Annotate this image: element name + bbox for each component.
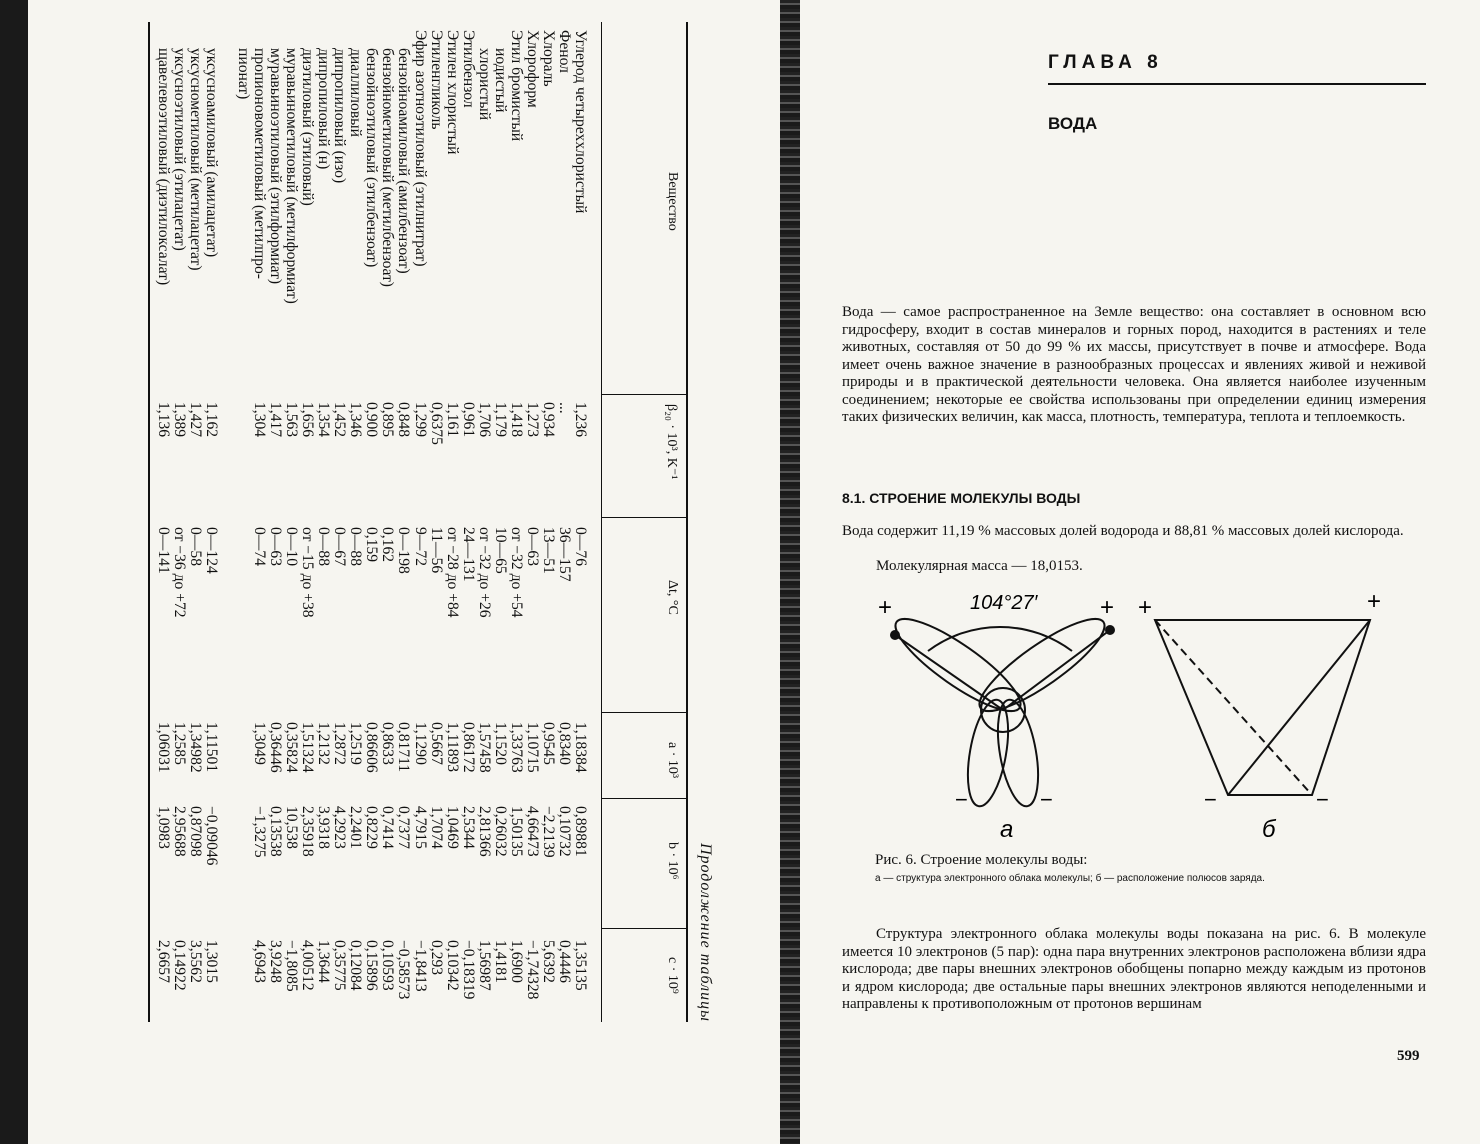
substance-cell: дипропиловый (изо) xyxy=(331,48,349,184)
delta-t-cell: 0—67 xyxy=(331,527,349,566)
table-row xyxy=(299,22,315,1032)
table-row xyxy=(411,22,427,1032)
coef-c-cell: 3,5562 xyxy=(186,940,204,983)
water-molecule-figure xyxy=(870,585,1430,845)
table-row xyxy=(187,22,203,1032)
table-body xyxy=(155,22,588,1032)
coef-b-cell: 4,7915 xyxy=(411,806,429,849)
table-row xyxy=(460,22,476,1032)
table-row xyxy=(556,22,572,1032)
beta-cell: ... xyxy=(555,402,573,414)
beta-cell: 1,389 xyxy=(170,402,188,438)
coef-b-cell: 0,7377 xyxy=(395,806,413,849)
table-row xyxy=(492,22,508,1032)
coef-b-cell: 0,87098 xyxy=(186,806,204,857)
table-row xyxy=(347,22,363,1032)
beta-cell: 1,452 xyxy=(331,402,349,438)
beta-cell: 0,900 xyxy=(363,402,381,438)
delta-t-cell: 0—58 xyxy=(186,527,204,566)
coef-c-cell: 1,56987 xyxy=(475,940,493,991)
substance-cell: дипропиловый (н) xyxy=(315,48,333,170)
delta-t-cell: от −15 до +38 xyxy=(299,527,317,618)
substance-cell: бензойнометиловый (метилбензоат) xyxy=(379,48,397,287)
chapter-title: ВОДА xyxy=(1048,114,1098,133)
table-row xyxy=(428,22,444,1032)
coef-b-cell: 1,0469 xyxy=(443,806,461,849)
figure-legend: а — структура электронного облака молекулы; б — расположение полюсов заряда. xyxy=(875,873,1265,884)
delta-t-cell: 0—76 xyxy=(572,527,589,566)
coef-c-cell: 0,15896 xyxy=(363,940,381,991)
coef-a-cell: 1,2132 xyxy=(315,722,333,765)
substance-cell: Хлороформ xyxy=(523,30,541,108)
coef-c-cell: 0,35775 xyxy=(331,940,349,991)
coef-b-cell: 2,35918 xyxy=(299,806,317,857)
coef-c-cell: −1,74328 xyxy=(523,940,541,1000)
coef-c-cell: 3,9248 xyxy=(267,940,285,983)
coef-b-cell: −1,3275 xyxy=(251,806,269,858)
table-row xyxy=(283,22,299,1032)
coef-a-cell: 0,9545 xyxy=(539,722,557,765)
table-row xyxy=(171,22,187,1032)
coef-a-cell: 0,8340 xyxy=(555,722,573,765)
table-row xyxy=(508,22,524,1032)
coef-c-cell: 0,12084 xyxy=(347,940,365,991)
coef-a-cell: 1,2585 xyxy=(170,722,188,765)
coef-c-cell: 1,35135 xyxy=(572,940,589,991)
intro-paragraph: Вода — самое распространенное на Земле вещество: она составляет в основном всю гидросферу, входит в состав минералов и горных пород, находится в растениях и теле животных, составляя от 50 до 99 % их массы, присутствует в почве и атмосфере. Вода имеет очень важное значение в разнообразных процессах и явлениях живой и неживой природы и в практической деятельности человека. Она является наиболее изученным соединением; некоторые ее свойства использованы при определении единиц измерения таких физических величин, как масса, плотность, температура, теплота и теплоемкость. xyxy=(842,304,1426,425)
coef-c-cell: 4,00512 xyxy=(299,940,317,991)
coef-b-cell: 0,8229 xyxy=(363,806,381,849)
table-row xyxy=(524,22,540,1032)
coef-a-cell: 1,2872 xyxy=(331,722,349,765)
substance-cell: бензойноэтиловый (этилбензоат) xyxy=(363,48,381,268)
coef-a-cell: 1,06031 xyxy=(154,722,172,773)
left-page xyxy=(28,0,780,1144)
beta-cell: 1,273 xyxy=(523,402,541,438)
col-header-c: c · 10⁹ xyxy=(665,957,680,994)
beta-cell: 1,563 xyxy=(283,402,301,438)
coef-c-cell: 0,10593 xyxy=(379,940,397,991)
coef-b-cell: 2,2401 xyxy=(347,806,365,849)
table-row xyxy=(267,22,283,1032)
coef-a-cell: 1,1290 xyxy=(411,722,429,765)
substance-cell: Углерод четыреххлористый xyxy=(572,30,589,214)
beta-cell: 1,179 xyxy=(491,402,509,438)
chapter-rule xyxy=(1048,83,1426,85)
delta-t-cell: 0,159 xyxy=(363,527,381,563)
coef-a-cell: 0,5667 xyxy=(427,722,445,765)
beta-cell: 1,354 xyxy=(315,402,333,438)
table-row xyxy=(315,22,331,1032)
delta-t-cell: 0—63 xyxy=(267,527,285,566)
delta-t-cell: 0—141 xyxy=(154,527,172,574)
table-row xyxy=(203,22,219,1032)
coef-b-cell: 4,2923 xyxy=(331,806,349,849)
delta-t-cell: 0—10 xyxy=(283,527,301,566)
coef-c-cell: −0,58573 xyxy=(395,940,413,1000)
substance-cell: уксусноэтиловый (этилацетат) xyxy=(170,48,188,251)
coef-a-cell: 0,86172 xyxy=(459,722,477,773)
coef-c-cell: 1,6900 xyxy=(507,940,525,983)
col-header-beta: β₂₀ · 10³, K⁻¹ xyxy=(664,404,679,480)
beta-cell: 1,161 xyxy=(443,402,461,438)
coef-c-cell: 0,4446 xyxy=(555,940,573,983)
table-top-rule xyxy=(686,22,688,1022)
coef-b-cell: 1,50135 xyxy=(507,806,525,857)
delta-t-cell: 0—124 xyxy=(202,527,220,574)
beta-cell: 0,934 xyxy=(539,402,557,438)
plus-sign-left: + xyxy=(878,594,893,621)
delta-t-cell: от −28 до +84 xyxy=(443,527,461,618)
beta-cell: 1,299 xyxy=(411,402,429,438)
table-row xyxy=(379,22,395,1032)
substance-cell: диэтиловый (этиловый) xyxy=(299,48,317,206)
substance-cell: Хлораль xyxy=(539,30,557,87)
delta-t-cell: 0—88 xyxy=(347,527,365,566)
table-row xyxy=(572,22,588,1032)
coef-a-cell: 1,34982 xyxy=(186,722,204,773)
coef-b-cell: 4,66473 xyxy=(523,806,541,857)
delta-t-cell: 24—131 xyxy=(459,527,477,582)
coef-c-cell: 5,6392 xyxy=(539,940,557,983)
coef-a-cell: 1,57458 xyxy=(475,722,493,773)
coef-a-cell: 0,35824 xyxy=(283,722,301,773)
coef-b-cell: 2,95688 xyxy=(170,806,188,857)
col-header-b: b · 10⁶ xyxy=(665,842,680,880)
coef-c-cell: −1,8413 xyxy=(411,940,429,992)
minus-sign-a-right: − xyxy=(1040,787,1053,812)
coef-b-cell: 2,81366 xyxy=(475,806,493,857)
substance-cell: щавелевоэтиловый (диэтилоксалат) xyxy=(154,48,172,286)
beta-cell: 1,136 xyxy=(154,402,172,438)
substance-cell: уксуснометиловый (метилацетат) xyxy=(186,48,204,271)
figure-label-b: б xyxy=(1262,816,1276,843)
coef-a-cell: 0,81711 xyxy=(395,722,413,773)
coef-c-cell: 2,6657 xyxy=(154,940,172,983)
coef-b-cell: 0,13538 xyxy=(267,806,285,857)
beta-cell: 1,417 xyxy=(267,402,285,438)
coef-a-cell: 1,10715 xyxy=(523,722,541,773)
section-heading: 8.1. СТРОЕНИЕ МОЛЕКУЛЫ ВОДЫ xyxy=(842,490,1081,506)
substance-cell: Этил бромистый xyxy=(507,30,525,142)
coef-c-cell: 1,3644 xyxy=(315,940,333,983)
coef-c-cell: 0,10342 xyxy=(443,940,461,991)
book-gutter xyxy=(780,0,802,1144)
beta-cell: 0,848 xyxy=(395,402,413,438)
table-bottom-rule xyxy=(148,22,150,1022)
substance-cell: Этиленгликоль xyxy=(427,30,445,130)
delta-t-cell: 0—88 xyxy=(315,527,333,566)
coef-c-cell: 4,6943 xyxy=(251,940,269,983)
delta-t-cell: от −32 до +26 xyxy=(475,527,493,618)
table-row xyxy=(444,22,460,1032)
page-number: 599 xyxy=(1397,1048,1420,1064)
coef-a-cell: 0,8633 xyxy=(379,722,397,765)
chapter-label: ГЛАВА 8 xyxy=(1048,52,1163,73)
coef-b-cell: 3,9318 xyxy=(315,806,333,849)
coef-c-cell: 1,4181 xyxy=(491,940,509,983)
coef-a-cell: 1,2519 xyxy=(347,722,365,765)
col-header-a: a · 10³ xyxy=(665,742,680,779)
coef-c-cell: 0,293 xyxy=(427,940,445,976)
delta-t-cell: 0,162 xyxy=(379,527,397,563)
beta-cell: 1,162 xyxy=(202,402,220,438)
coef-c-cell: 1,3015 xyxy=(202,940,220,983)
table-header-rule xyxy=(601,22,602,1022)
molar-mass-line: Молекулярная масса — 18,0153. xyxy=(876,558,1083,574)
minus-sign-b-right: − xyxy=(1316,787,1329,812)
delta-t-cell: 0—74 xyxy=(251,527,269,566)
coef-a-cell: 0,86606 xyxy=(363,722,381,773)
beta-cell: 1,427 xyxy=(186,402,204,438)
coef-b-cell: −2,2139 xyxy=(539,806,557,858)
coef-a-cell: 1,51324 xyxy=(299,722,317,773)
plus-sign-b-left: + xyxy=(1138,594,1153,621)
coef-a-cell: 0,36446 xyxy=(267,722,285,773)
table-row xyxy=(155,22,171,1032)
substance-cell: Фенол xyxy=(555,30,573,73)
delta-t-cell: 36—157 xyxy=(555,527,573,582)
coef-b-cell: 0,89881 xyxy=(572,806,589,857)
coef-c-cell: −0,18319 xyxy=(459,940,477,1000)
plus-sign-mid: + xyxy=(1100,594,1115,621)
table-row xyxy=(395,22,411,1032)
delta-t-cell: от −36 до +72 xyxy=(170,527,188,618)
coef-c-cell: −1,8085 xyxy=(283,940,301,992)
beta-cell: 1,304 xyxy=(251,402,269,438)
substance-cell: диаллиловый xyxy=(347,48,365,138)
substance-cell: пропионовометиловый (метилпро- xyxy=(251,48,269,279)
table-row xyxy=(363,22,379,1032)
coef-a-cell: 1,11501 xyxy=(202,722,220,773)
coef-a-cell: 1,3049 xyxy=(251,722,269,765)
beta-cell: 1,236 xyxy=(572,402,589,438)
substance-cell: муравьиноэтиловый (этилформиат) xyxy=(267,48,285,285)
minus-sign-a-left: − xyxy=(955,787,968,812)
substance-cell: хлористый xyxy=(475,48,493,121)
coef-b-cell: 1,7074 xyxy=(427,806,445,849)
delta-t-cell: 0—198 xyxy=(395,527,413,574)
coef-a-cell: 1,33763 xyxy=(507,722,525,773)
substance-cell: бензойноамиловый (амилбензоат) xyxy=(395,48,413,274)
table-row xyxy=(235,22,251,1032)
bond-angle-label: 104°27′ xyxy=(970,592,1038,614)
beta-cell: 0,961 xyxy=(459,402,477,438)
composition-paragraph: Вода содержит 11,19 % массовых долей водорода и 88,81 % массовых долей кислорода. xyxy=(842,523,1404,539)
coef-a-cell: 1,18384 xyxy=(572,722,589,773)
substance-cell: Этилен хлористый xyxy=(443,30,461,155)
beta-cell: 0,6375 xyxy=(427,402,445,445)
table-row xyxy=(251,22,267,1032)
coef-b-cell: 0,7414 xyxy=(379,806,397,849)
beta-cell: 0,895 xyxy=(379,402,397,438)
table-row xyxy=(331,22,347,1032)
col-header-dt: Δt, °C xyxy=(665,580,680,615)
beta-cell: 1,418 xyxy=(507,402,525,438)
substance-cell: уксусноамиловый (амилацетат) xyxy=(202,48,220,258)
beta-cell: 1,706 xyxy=(475,402,493,438)
table-row xyxy=(540,22,556,1032)
substance-cell: Этилбензол xyxy=(459,30,477,108)
coef-b-cell: 0,26032 xyxy=(491,806,509,857)
rotated-table xyxy=(140,22,720,1032)
substance-cell: муравьинометиловый (метилформиат) xyxy=(283,48,301,304)
plus-sign-b-right: + xyxy=(1367,588,1382,615)
delta-t-cell: 0—63 xyxy=(523,527,541,566)
delta-t-cell: от −32 до +54 xyxy=(507,527,525,618)
coef-a-cell: 1,11893 xyxy=(443,722,461,773)
figure-caption: Рис. 6. Строение молекулы воды: xyxy=(875,852,1088,868)
right-page xyxy=(800,0,1480,1144)
substance-cell: пионат) xyxy=(235,48,253,100)
coef-b-cell: 1,0983 xyxy=(154,806,172,849)
table-continuation-caption: Продолжение таблицы xyxy=(697,842,714,1022)
coef-b-cell: 0,10732 xyxy=(555,806,573,857)
coef-b-cell: 2,5344 xyxy=(459,806,477,849)
table-row xyxy=(476,22,492,1032)
coef-b-cell: 10,538 xyxy=(283,806,301,849)
figure-label-a: а xyxy=(1000,816,1014,843)
beta-cell: 1,346 xyxy=(347,402,365,438)
substance-cell: Эфир азотноэтиловый (этилнитрат) xyxy=(411,30,429,267)
beta-cell: 1,656 xyxy=(299,402,317,438)
delta-t-cell: 11—56 xyxy=(427,527,445,574)
col-header-substance: Вещество xyxy=(665,172,680,231)
delta-t-cell: 10—65 xyxy=(491,527,509,574)
coef-b-cell: −0,09046 xyxy=(202,806,220,866)
delta-t-cell: 13—51 xyxy=(539,527,557,574)
minus-sign-b-left: − xyxy=(1204,787,1217,812)
coef-a-cell: 1,1520 xyxy=(491,722,509,765)
delta-t-cell: 9—72 xyxy=(411,527,429,566)
substance-cell: иодистый xyxy=(491,48,509,113)
coef-c-cell: 0,14922 xyxy=(170,940,188,991)
body-paragraph: Структура электронного облака молекулы воды показана на рис. 6. В молекуле имеется 10 электронов (5 пар): одна пара внутренних электронов расположена вблизи ядра кислорода; две пары внешних электронов обобщены попарно между каждым из протонов и ядром кислорода; две остальные пары внешних электронов являются неподеленными и направлены к противоположным от протонов вершинам xyxy=(842,926,1426,1012)
